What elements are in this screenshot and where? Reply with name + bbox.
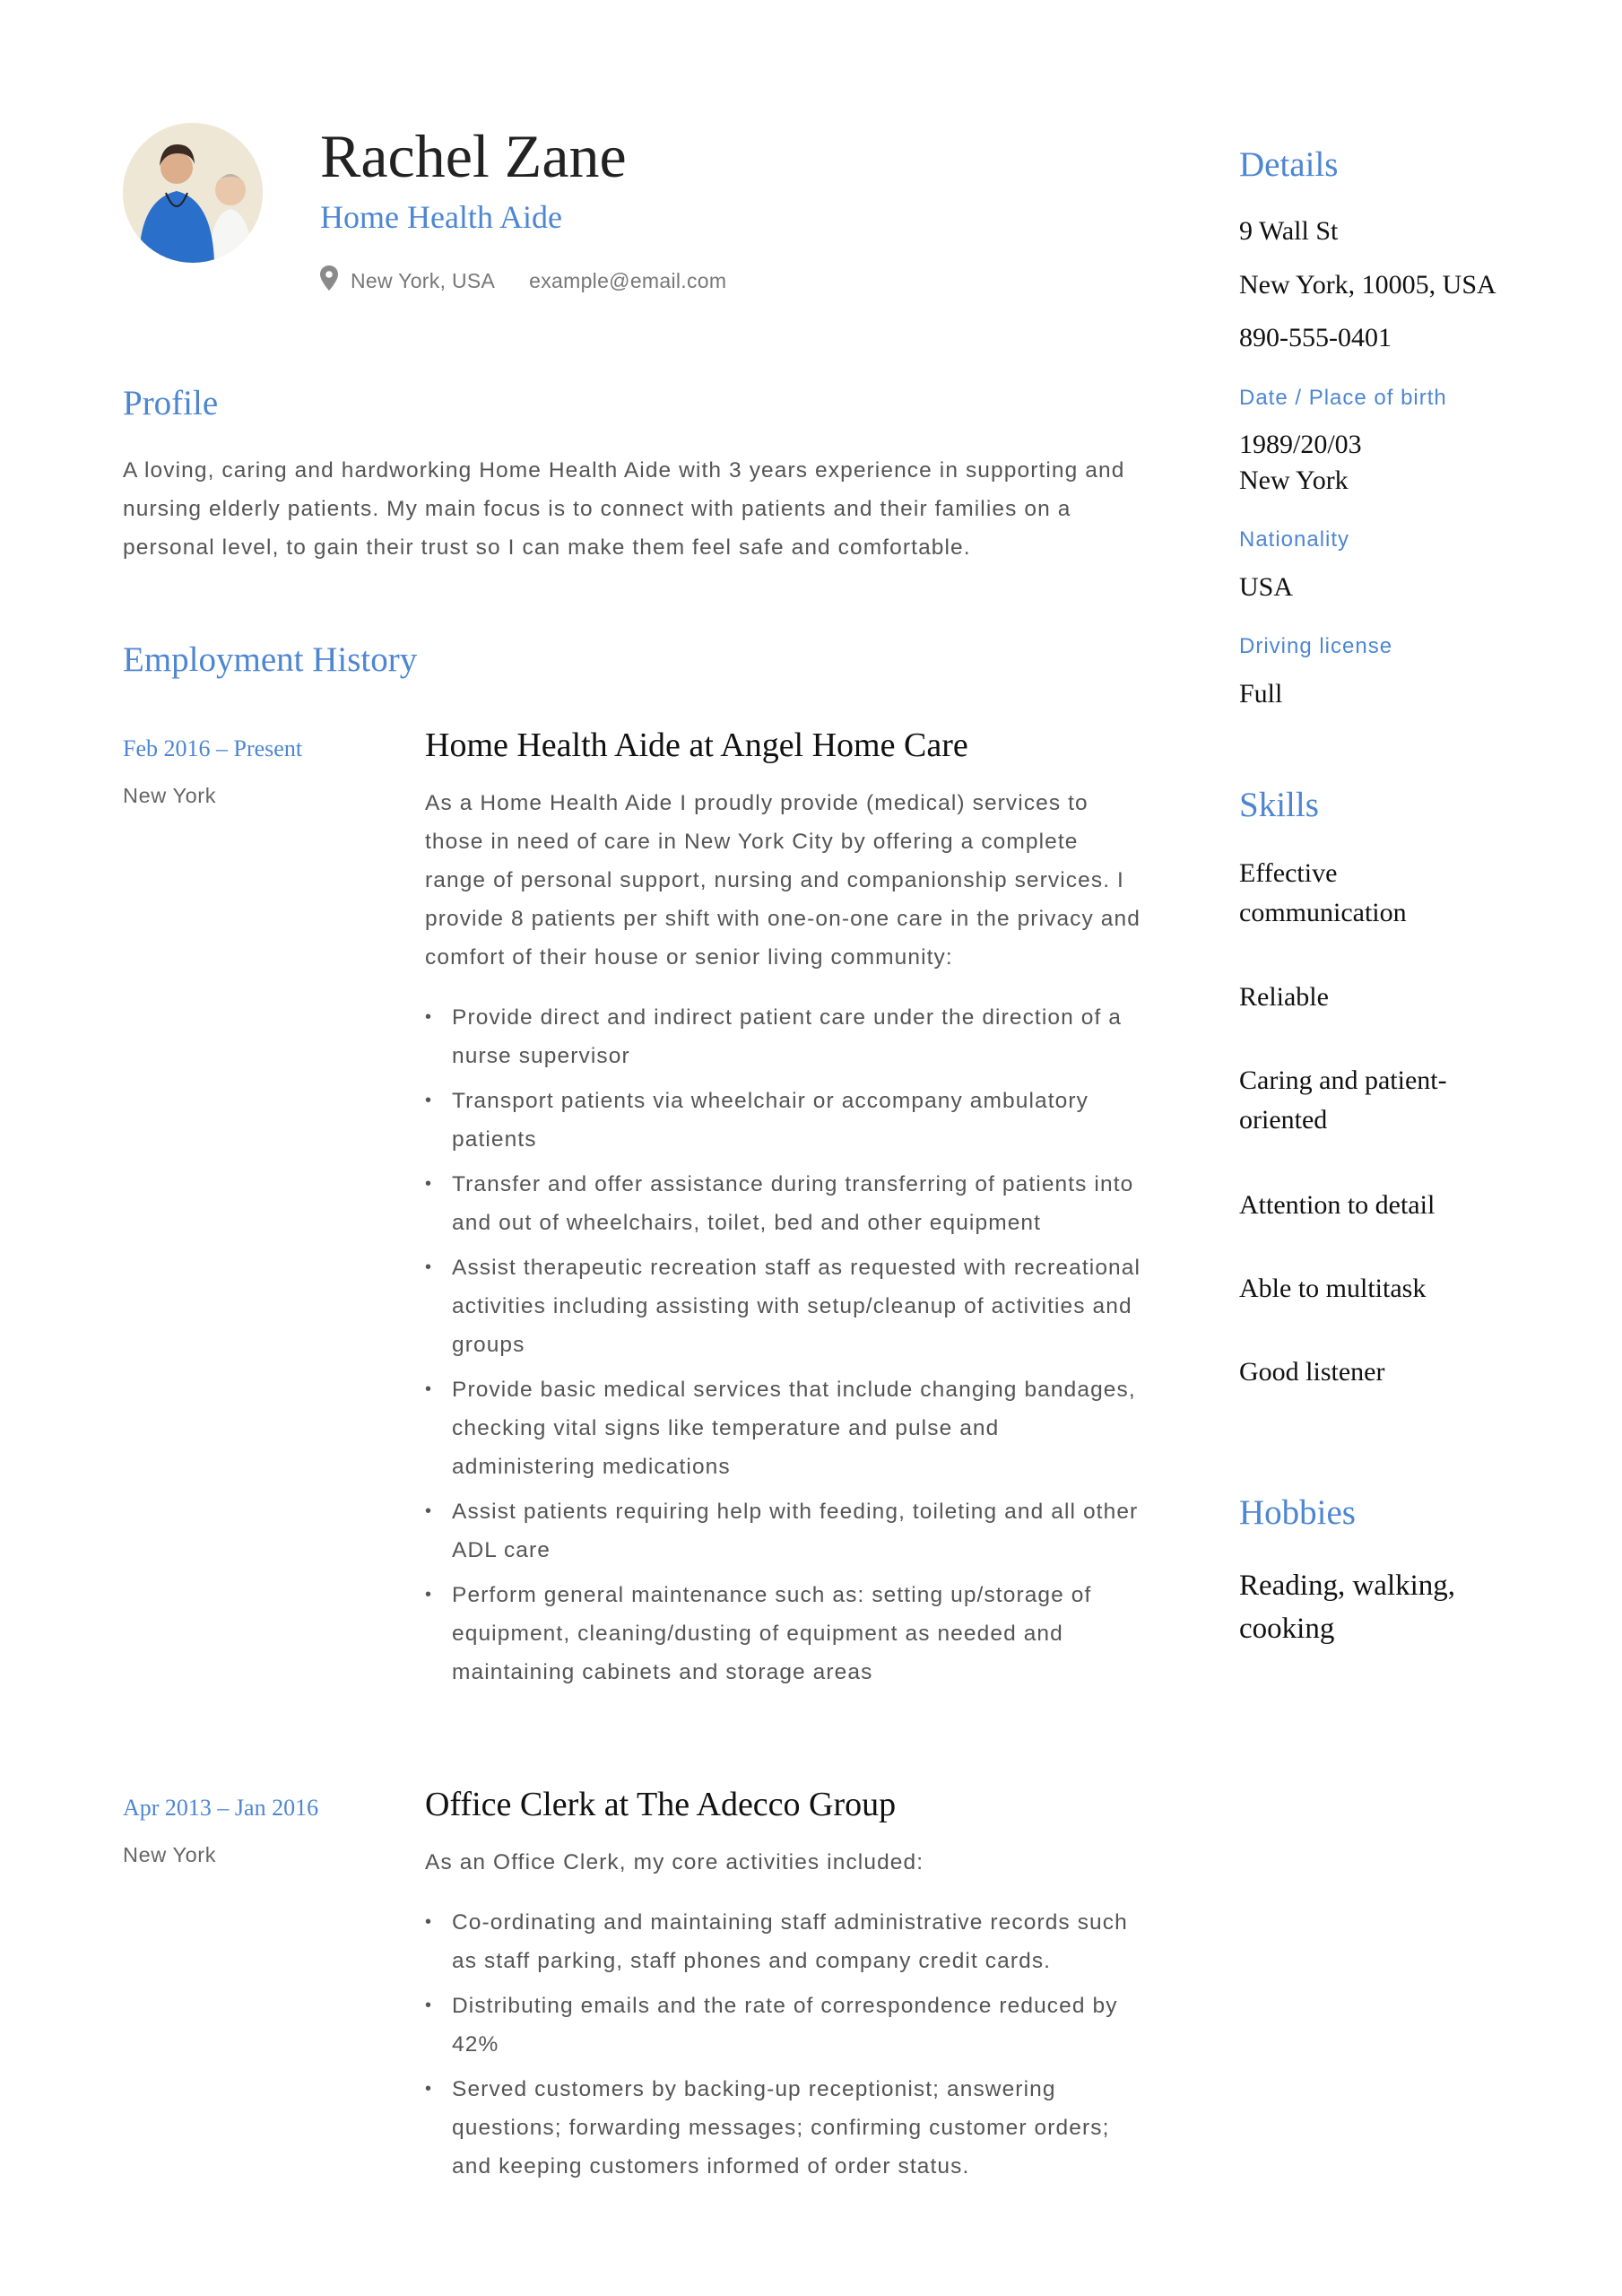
job-bullet: • Served customers by backing-up receptionist; answering questions; forwarding messages; confirming customer orders; and keeping customers informed of order status. (425, 2070, 1142, 2186)
job-bullet: • Transport patients via wheelchair or accompany ambulatory patients (425, 1082, 1142, 1159)
nationality-value: USA (1239, 572, 1294, 602)
job-bullet: • Provide direct and indirect patient care under the direction of a nurse supervisor (425, 998, 1142, 1075)
location-pin-icon (320, 265, 338, 296)
candidate-name: Rachel Zane (320, 122, 627, 190)
address-line-2: New York, 10005, USA (1239, 270, 1496, 300)
job-entry (425, 728, 1142, 1698)
skill-item: Able to multitask (1239, 1274, 1427, 1303)
job-location: New York (123, 1843, 217, 1866)
job-description: As a Home Health Aide I proudly provide (medical) services to those in need of care in New York City by offering a complete range of personal support, nursing and companionship services. I provide 8 patients per shift with one-on-one care in the privacy and comfort of their house or senior living community: (425, 791, 1141, 970)
skills-heading: Skills (1239, 786, 1319, 824)
job-bullet: • Provide basic medical services that include changing bandages, checking vital signs like temperature and pulse and administering medications (425, 1370, 1142, 1486)
job-location: New York (123, 784, 217, 807)
skill-item: Attention to detail (1239, 1190, 1436, 1220)
job-dates: Apr 2013 – Jan 2016 (123, 1795, 319, 1821)
job-bullet: • Perform general maintenance such as: setting up/storage of equipment, cleaning/dusting of equipment as needed and maintaining cabinets and storage areas (425, 1576, 1142, 1692)
address-line-1: 9 Wall St (1239, 216, 1339, 246)
birth-place: New York (1239, 465, 1349, 495)
profile-heading: Profile (123, 384, 219, 422)
nurse-photo-icon (123, 123, 263, 263)
contact-location: New York, USA (351, 268, 496, 292)
job-dates: Feb 2016 – Present (123, 735, 303, 761)
job-title: Office Clerk at The Adecco Group (425, 1786, 897, 1823)
license-value: Full (1239, 679, 1283, 709)
job-bullet: • Assist therapeutic recreation staff as requested with recreational activities including assisting with setup/cleanup of activities and groups (425, 1248, 1142, 1364)
birth-date: 1989/20/03 (1239, 430, 1362, 459)
skill-item: Good listener (1239, 1357, 1385, 1387)
avatar-photo (123, 123, 263, 263)
candidate-title: Home Health Aide (320, 199, 562, 235)
hobbies-heading: Hobbies (1239, 1493, 1356, 1532)
hobbies-text: Reading, walking, cooking (1239, 1570, 1456, 1645)
phone-number: 890-555-0401 (1239, 323, 1392, 352)
employment-heading: Employment History (123, 640, 418, 679)
birth-label: Date / Place of birth (1239, 386, 1447, 410)
job-description: As an Office Clerk, my core activities included: (425, 1850, 924, 1874)
profile-text: A loving, caring and hardworking Home Health Aide with 3 years experience in supporting and nursing elderly patients. My main focus is to connect with patients and their families on a personal level, to gain their trust so I can make them feel safe and comfortable. (123, 458, 1125, 560)
contact-email[interactable]: example@email.com (529, 268, 727, 292)
job-bullet: • Assist patients requiring help with feeding, toileting and all other ADL care (425, 1492, 1142, 1570)
job-bullet: • Distributing emails and the rate of correspondence reduced by 42% (425, 1987, 1142, 2064)
contact-line (320, 265, 726, 296)
job-entry (425, 1787, 1142, 2192)
skill-item: Caring and patient-oriented (1239, 1065, 1447, 1135)
skill-item: Reliable (1239, 982, 1329, 1012)
details-heading: Details (1239, 145, 1339, 184)
skill-item: Effective communication (1239, 858, 1407, 927)
job-bullet: • Co-ordinating and maintaining staff administrative records such as staff parking, staff phones and company credit cards. (425, 1903, 1142, 1980)
job-bullet: • Transfer and offer assistance during transferring of patients into and out of wheelchairs, toilet, bed and other equipment (425, 1165, 1142, 1242)
job-title: Home Health Aide at Angel Home Care (425, 726, 968, 764)
license-label: Driving license (1239, 634, 1393, 658)
nationality-label: Nationality (1239, 527, 1350, 552)
